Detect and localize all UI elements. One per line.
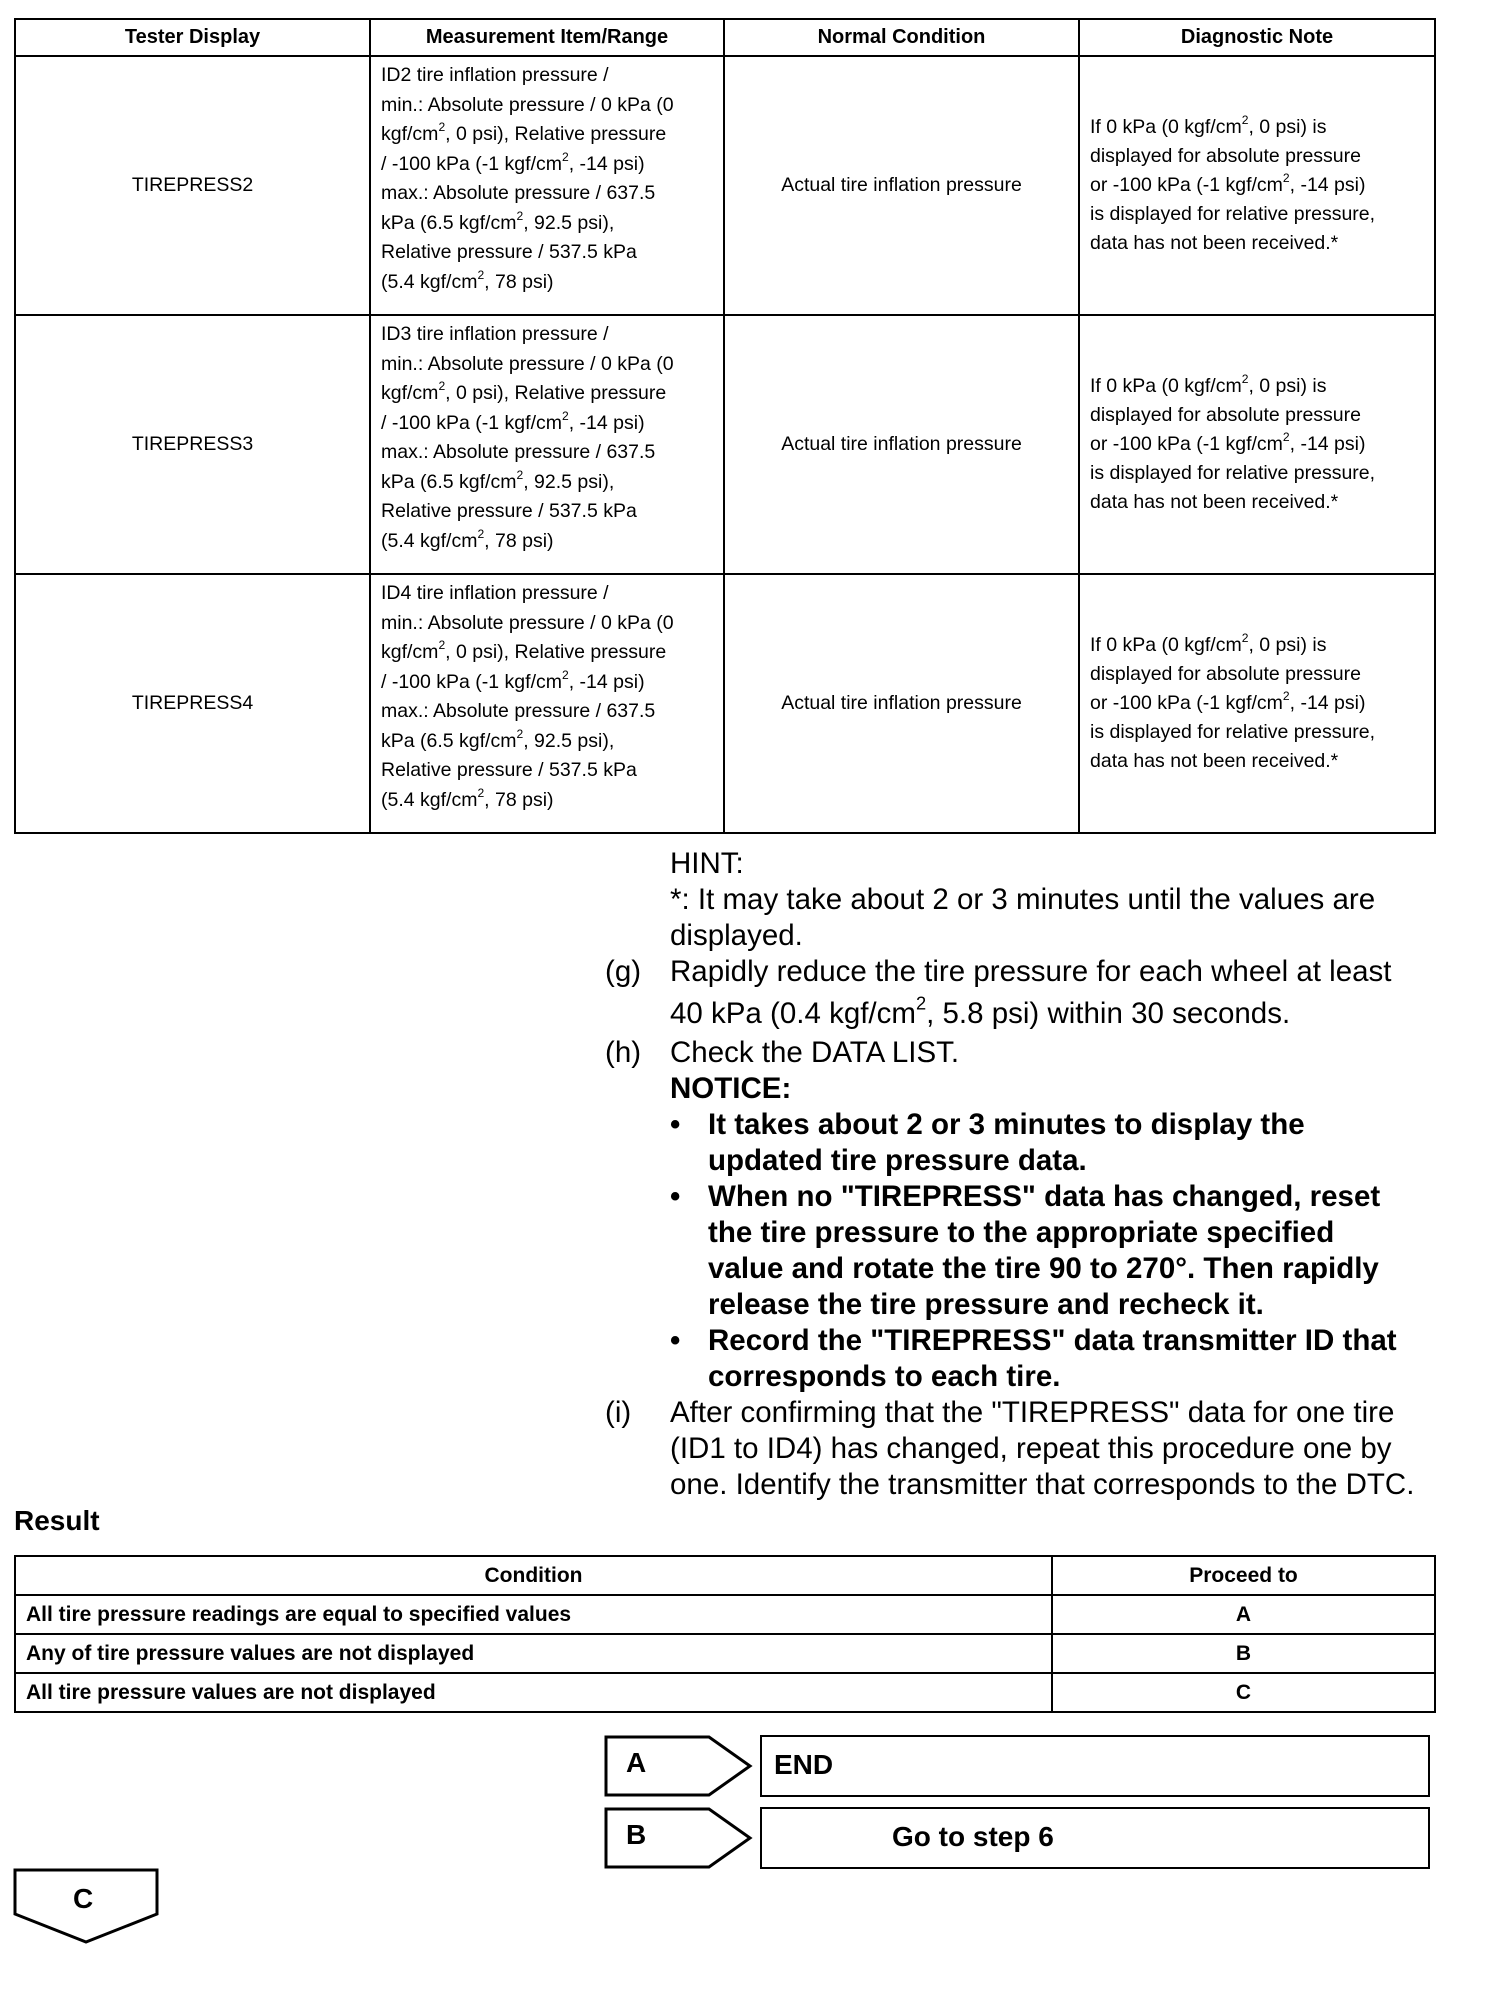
normal-condition-cell: Actual tire inflation pressure	[724, 574, 1079, 833]
end-box[interactable]	[760, 1735, 1430, 1797]
condition-cell: All tire pressure readings are equal to specified values	[15, 1595, 1052, 1634]
go-to-step-label: Go to step 6	[892, 1821, 1054, 1852]
measurement-line: ID4 tire inflation pressure /	[381, 582, 609, 604]
notice-bullet	[670, 1179, 1440, 1323]
measurement-line: kgf/$cm^2$, 0 psi), Relative pressure	[381, 637, 667, 663]
measurement-line: kPa (6.5 kgf/$cm^2$, 92.5 psi),	[381, 467, 615, 493]
measurement-line: / -100 kPa (-1 kgf/$cm^2$, -14 psi)	[381, 667, 645, 693]
measurement-line: / -100 kPa (-1 kgf/$cm^2$, -14 psi)	[381, 149, 645, 175]
measurement-line: min.: Absolute pressure / 0 kPa (0	[381, 93, 674, 116]
step-i-line: (ID1 to ID4) has changed, repeat this procedure one by	[670, 1432, 1392, 1465]
table-row	[15, 1595, 1435, 1634]
step-i-text	[670, 1395, 1470, 1503]
step-i-line: After confirming that the "TIREPRESS" data for one tire	[670, 1396, 1395, 1429]
diagnostic-line: is displayed for relative pressure,	[1090, 721, 1376, 743]
diagnostic-line: or -100 kPa (-1 kgf/$cm^2$, -14 psi)	[1090, 688, 1366, 714]
notice-line: It takes about 2 or 3 minutes to display the	[708, 1108, 1305, 1141]
notice-list	[670, 1107, 1440, 1395]
flow-b-label: B	[626, 1819, 647, 1850]
header-normal-condition: Normal Condition	[724, 19, 1079, 56]
step-i-line: one. Identify the transmitter that corresponds to the DTC.	[670, 1468, 1415, 1501]
flow-c-label: C	[73, 1883, 94, 1914]
diagnostic-line: data has not been received.*	[1090, 491, 1339, 513]
measurement-line: Relative pressure / 537.5 kPa	[381, 500, 637, 522]
measurement-line: kPa (6.5 kgf/$cm^2$, 92.5 psi),	[381, 208, 615, 234]
step-h-label: (h)	[605, 1036, 642, 1069]
measurement-line: ID3 tire inflation pressure /	[381, 323, 609, 345]
measurement-line: kgf/$cm^2$, 0 psi), Relative pressure	[381, 378, 667, 404]
measurement-line: min.: Absolute pressure / 0 kPa (0	[381, 352, 674, 375]
diagnostic-note-cell	[1079, 56, 1435, 315]
header-condition: Condition	[15, 1556, 1052, 1595]
notice-line: value and rotate the tire 90 to 270°. Then rapidly	[708, 1252, 1379, 1285]
diagnostic-line: or -100 kPa (-1 kgf/$cm^2$, -14 psi)	[1090, 429, 1366, 455]
notice-line: release the tire pressure and recheck it.	[708, 1288, 1264, 1321]
step-h-line: Check the DATA LIST.	[670, 1036, 960, 1069]
diagnostic-line: is displayed for relative pressure,	[1090, 462, 1376, 484]
result-table	[14, 1555, 1436, 1713]
condition-cell: Any of tire pressure values are not displayed	[15, 1634, 1052, 1673]
notice-bullet	[670, 1323, 1440, 1395]
proceed-cell: A	[1052, 1595, 1435, 1634]
measurement-line: (5.4 kgf/$cm^2$, 78 psi)	[381, 267, 554, 293]
flow-a-label: A	[626, 1747, 647, 1778]
measurement-line: Relative pressure / 537.5 kPa	[381, 241, 637, 263]
notice-line: the tire pressure to the appropriate specified	[708, 1216, 1335, 1249]
measurement-line: / -100 kPa (-1 kgf/$cm^2$, -14 psi)	[381, 408, 645, 434]
header-diagnostic-note: Diagnostic Note	[1079, 19, 1435, 56]
diagnostic-line: displayed for absolute pressure	[1090, 145, 1361, 167]
measurement-line: (5.4 kgf/$cm^2$, 78 psi)	[381, 785, 554, 811]
data-list-table	[14, 18, 1436, 834]
measurement-cell	[370, 574, 724, 833]
table-row	[15, 574, 1435, 833]
diagnostic-line: or -100 kPa (-1 kgf/$cm^2$, -14 psi)	[1090, 170, 1366, 196]
bullet-dot: •	[670, 1108, 681, 1141]
table-row	[15, 1634, 1435, 1673]
measurement-line: kgf/$cm^2$, 0 psi), Relative pressure	[381, 119, 667, 145]
measurement-line: ID2 tire inflation pressure /	[381, 64, 609, 86]
measurement-line: max.: Absolute pressure / 637.5	[381, 700, 656, 722]
table-row	[15, 1673, 1435, 1712]
notice-title: NOTICE:	[670, 1072, 792, 1105]
diagnostic-line: If 0 kPa (0 kgf/$cm^2$, 0 psi) is	[1090, 112, 1327, 138]
normal-condition-cell: Actual tire inflation pressure	[724, 56, 1079, 315]
table-row	[15, 315, 1435, 574]
header-measurement: Measurement Item/Range	[370, 19, 724, 56]
diagnostic-line: If 0 kPa (0 kgf/$cm^2$, 0 psi) is	[1090, 630, 1327, 656]
table-header-row	[15, 19, 1435, 56]
condition-cell: All tire pressure values are not displayed	[15, 1673, 1052, 1712]
measurement-line: max.: Absolute pressure / 637.5	[381, 441, 656, 463]
diagnostic-line: data has not been received.*	[1090, 750, 1339, 772]
measurement-line: kPa (6.5 kgf/$cm^2$, 92.5 psi),	[381, 726, 615, 752]
diagnostic-line: If 0 kPa (0 kgf/$cm^2$, 0 psi) is	[1090, 371, 1327, 397]
proceed-cell: C	[1052, 1673, 1435, 1712]
measurement-line: (5.4 kgf/$cm^2$, 78 psi)	[381, 526, 554, 552]
step-g-label: (g)	[605, 955, 642, 988]
step-g-line: 40 kPa (0.4 kgf/$cm^2$, 5.8 psi) within 30 seconds.	[670, 992, 1291, 1030]
notice-line: updated tire pressure data.	[708, 1144, 1087, 1177]
tester-display-cell: TIREPRESS3	[15, 315, 370, 574]
step-h-text	[670, 1035, 1450, 1107]
diagnostic-line: data has not been received.*	[1090, 232, 1339, 254]
step-g-line: Rapidly reduce the tire pressure for each wheel at least	[670, 955, 1392, 988]
notice-bullet	[670, 1107, 1440, 1179]
measurement-line: min.: Absolute pressure / 0 kPa (0	[381, 611, 674, 634]
diagnostic-line: displayed for absolute pressure	[1090, 663, 1361, 685]
notice-line: Record the "TIREPRESS" data transmitter ID that	[708, 1324, 1397, 1357]
diagnostic-line: is displayed for relative pressure,	[1090, 203, 1376, 225]
step-g-text	[670, 954, 1450, 1032]
normal-condition-cell: Actual tire inflation pressure	[724, 315, 1079, 574]
result-title: Result	[14, 1505, 100, 1536]
hint-block	[670, 846, 1450, 954]
tester-display-cell: TIREPRESS2	[15, 56, 370, 315]
go-to-step-box[interactable]	[760, 1807, 1430, 1869]
hint-line: *: It may take about 2 or 3 minutes until the values are	[670, 883, 1376, 916]
table-row	[15, 56, 1435, 315]
measurement-cell	[370, 56, 724, 315]
measurement-line: Relative pressure / 537.5 kPa	[381, 759, 637, 781]
notice-line: When no "TIREPRESS" data has changed, reset	[708, 1180, 1381, 1213]
tester-display-cell: TIREPRESS4	[15, 574, 370, 833]
proceed-cell: B	[1052, 1634, 1435, 1673]
notice-line: corresponds to each tire.	[708, 1360, 1061, 1393]
data-list-body	[15, 56, 1435, 833]
diagnostic-line: displayed for absolute pressure	[1090, 404, 1361, 426]
measurement-cell	[370, 315, 724, 574]
measurement-line: max.: Absolute pressure / 637.5	[381, 182, 656, 204]
bullet-dot: •	[670, 1324, 681, 1357]
diagnostic-note-cell	[1079, 315, 1435, 574]
step-i-label: (i)	[605, 1396, 632, 1429]
header-tester-display: Tester Display	[15, 19, 370, 56]
hint-line: displayed.	[670, 919, 803, 952]
end-label: END	[774, 1749, 834, 1780]
bullet-dot: •	[670, 1180, 681, 1213]
hint-title: HINT:	[670, 847, 744, 880]
header-proceed-to: Proceed to	[1052, 1556, 1435, 1595]
result-header-row	[15, 1556, 1435, 1595]
diagnostic-note-cell	[1079, 574, 1435, 833]
